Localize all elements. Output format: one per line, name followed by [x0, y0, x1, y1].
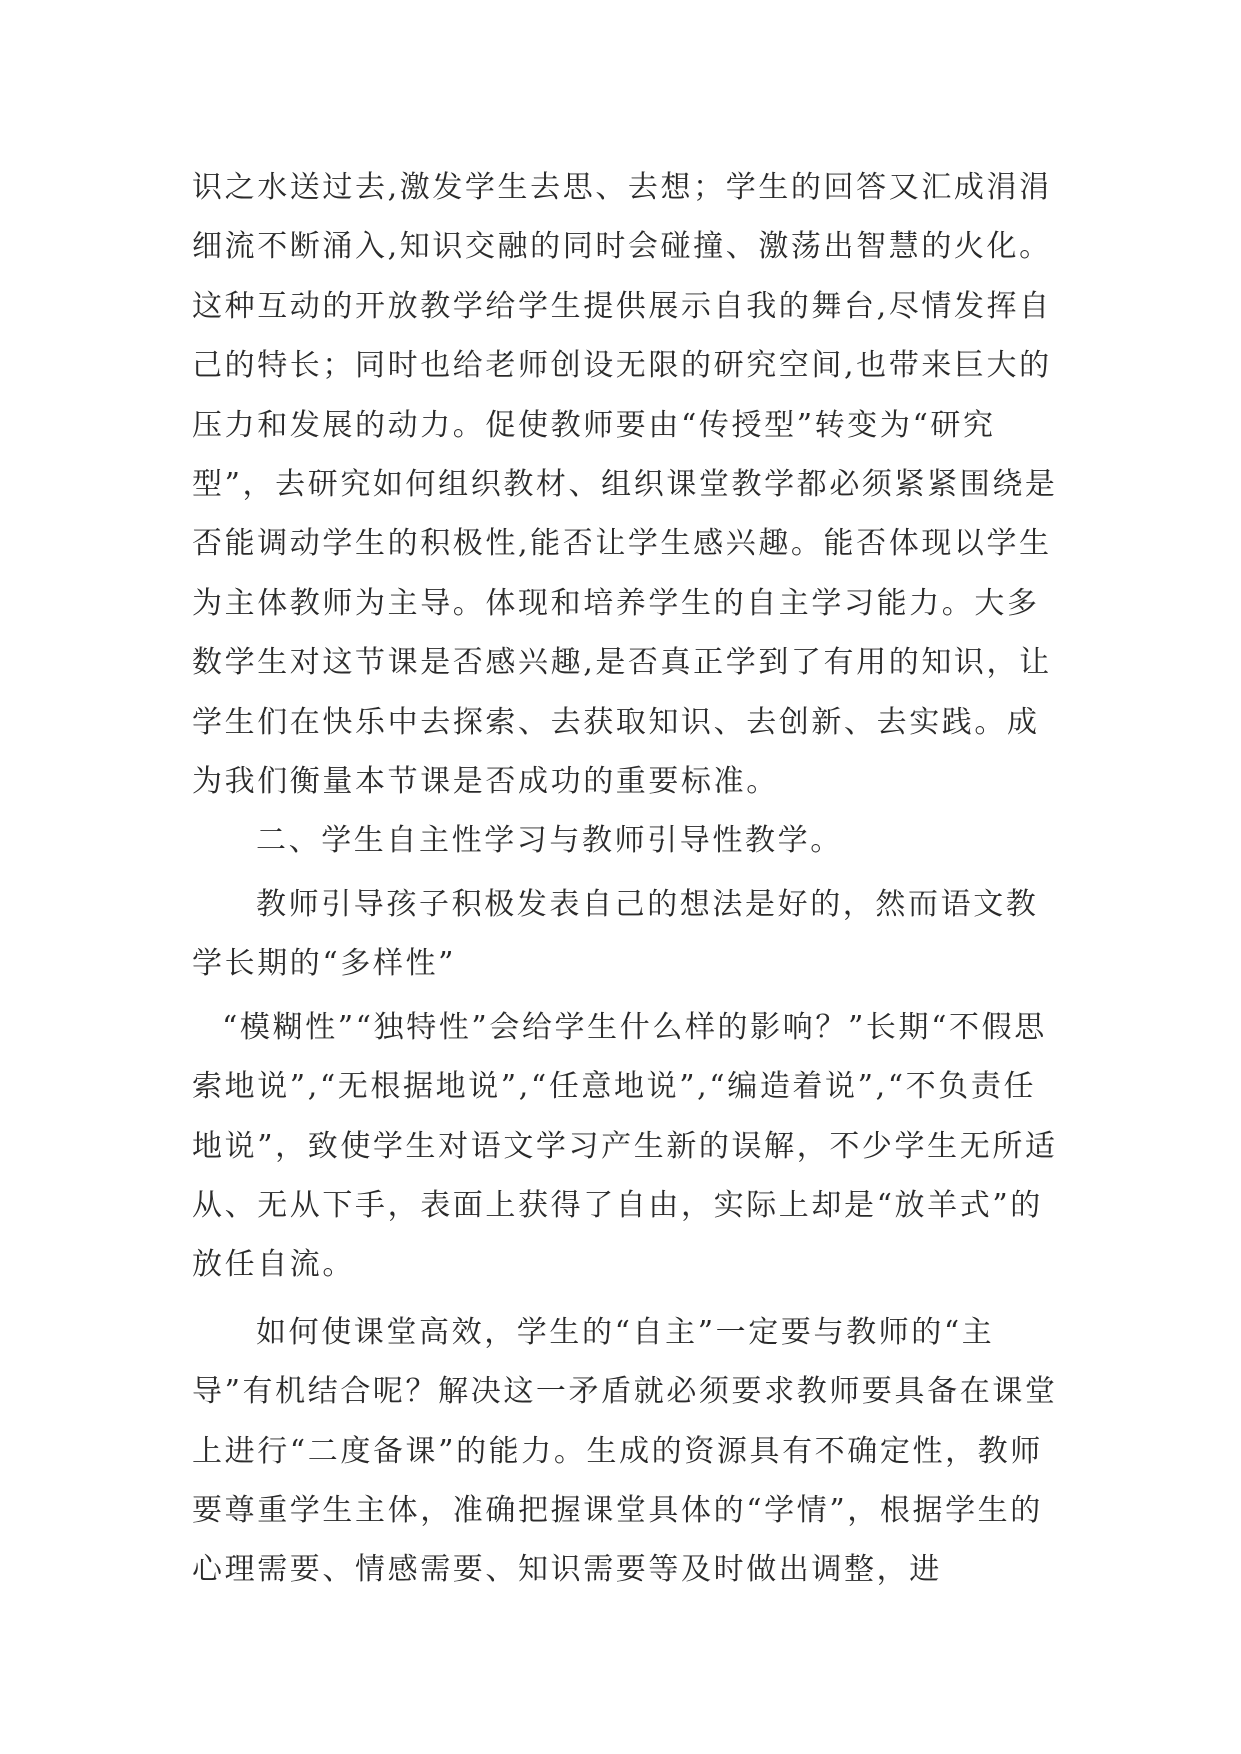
document-body	[192, 158, 1064, 1600]
paragraph-guidance: 教师引导孩子积极发表自己的想法是好的，然而语文教学长期的“多样性”	[192, 886, 1039, 982]
section-heading-two: 二、学生自主性学习与教师引导性教学。	[256, 823, 843, 859]
paragraph-continuation: 识之水送过去,激发学生去思、去想；学生的回答又汇成涓涓细流不断涌入,知识交融的同时会碰撞、激荡出智慧的火化。这种互动的开放教学给学生提供展示自我的舞台,尽情发挥自己的特长；同时也给老师创设无限的研究空间,也带来巨大的压力和发展的动力。促使教师要由“传授型”转变为“研究型”，去研究如何组织教材、组织课堂教学都必须紧紧围绕是否能调动学生的积极性,能否让学生感兴趣。能否体现以学生为主体教师为主导。体现和培养学生的自主学习能力。大多数学生对这节课是否感兴趣,是否真正学到了有用的知识，让学生们在快乐中去探索、去获取知识、去创新、去实践。成为我们衡量本节课是否成功的重要标准。	[192, 170, 1058, 800]
paragraph-ambiguity: “模糊性”“独特性”会给学生什么样的影响？”长期“不假思索地说”,“无根据地说”,“任意地说”,“编造着说”,“不负责任地说”，致使学生对语文学习产生新的误解，不少学生无所适从、无从下手，表面上获得了自由，实际上却是“放羊式”的放任自流。	[192, 1009, 1058, 1283]
paragraph-efficient-classroom: 如何使课堂高效，学生的“自主”一定要与教师的“主导”有机结合呢？解决这一矛盾就必须要求教师要具备在课堂上进行“二度备课”的能力。生成的资源具有不确定性，教师要尊重学生主体，准确把握课堂具体的“学情”，根据学生的心理需要、情感需要、知识需要等及时做出调整，进	[192, 1314, 1058, 1588]
